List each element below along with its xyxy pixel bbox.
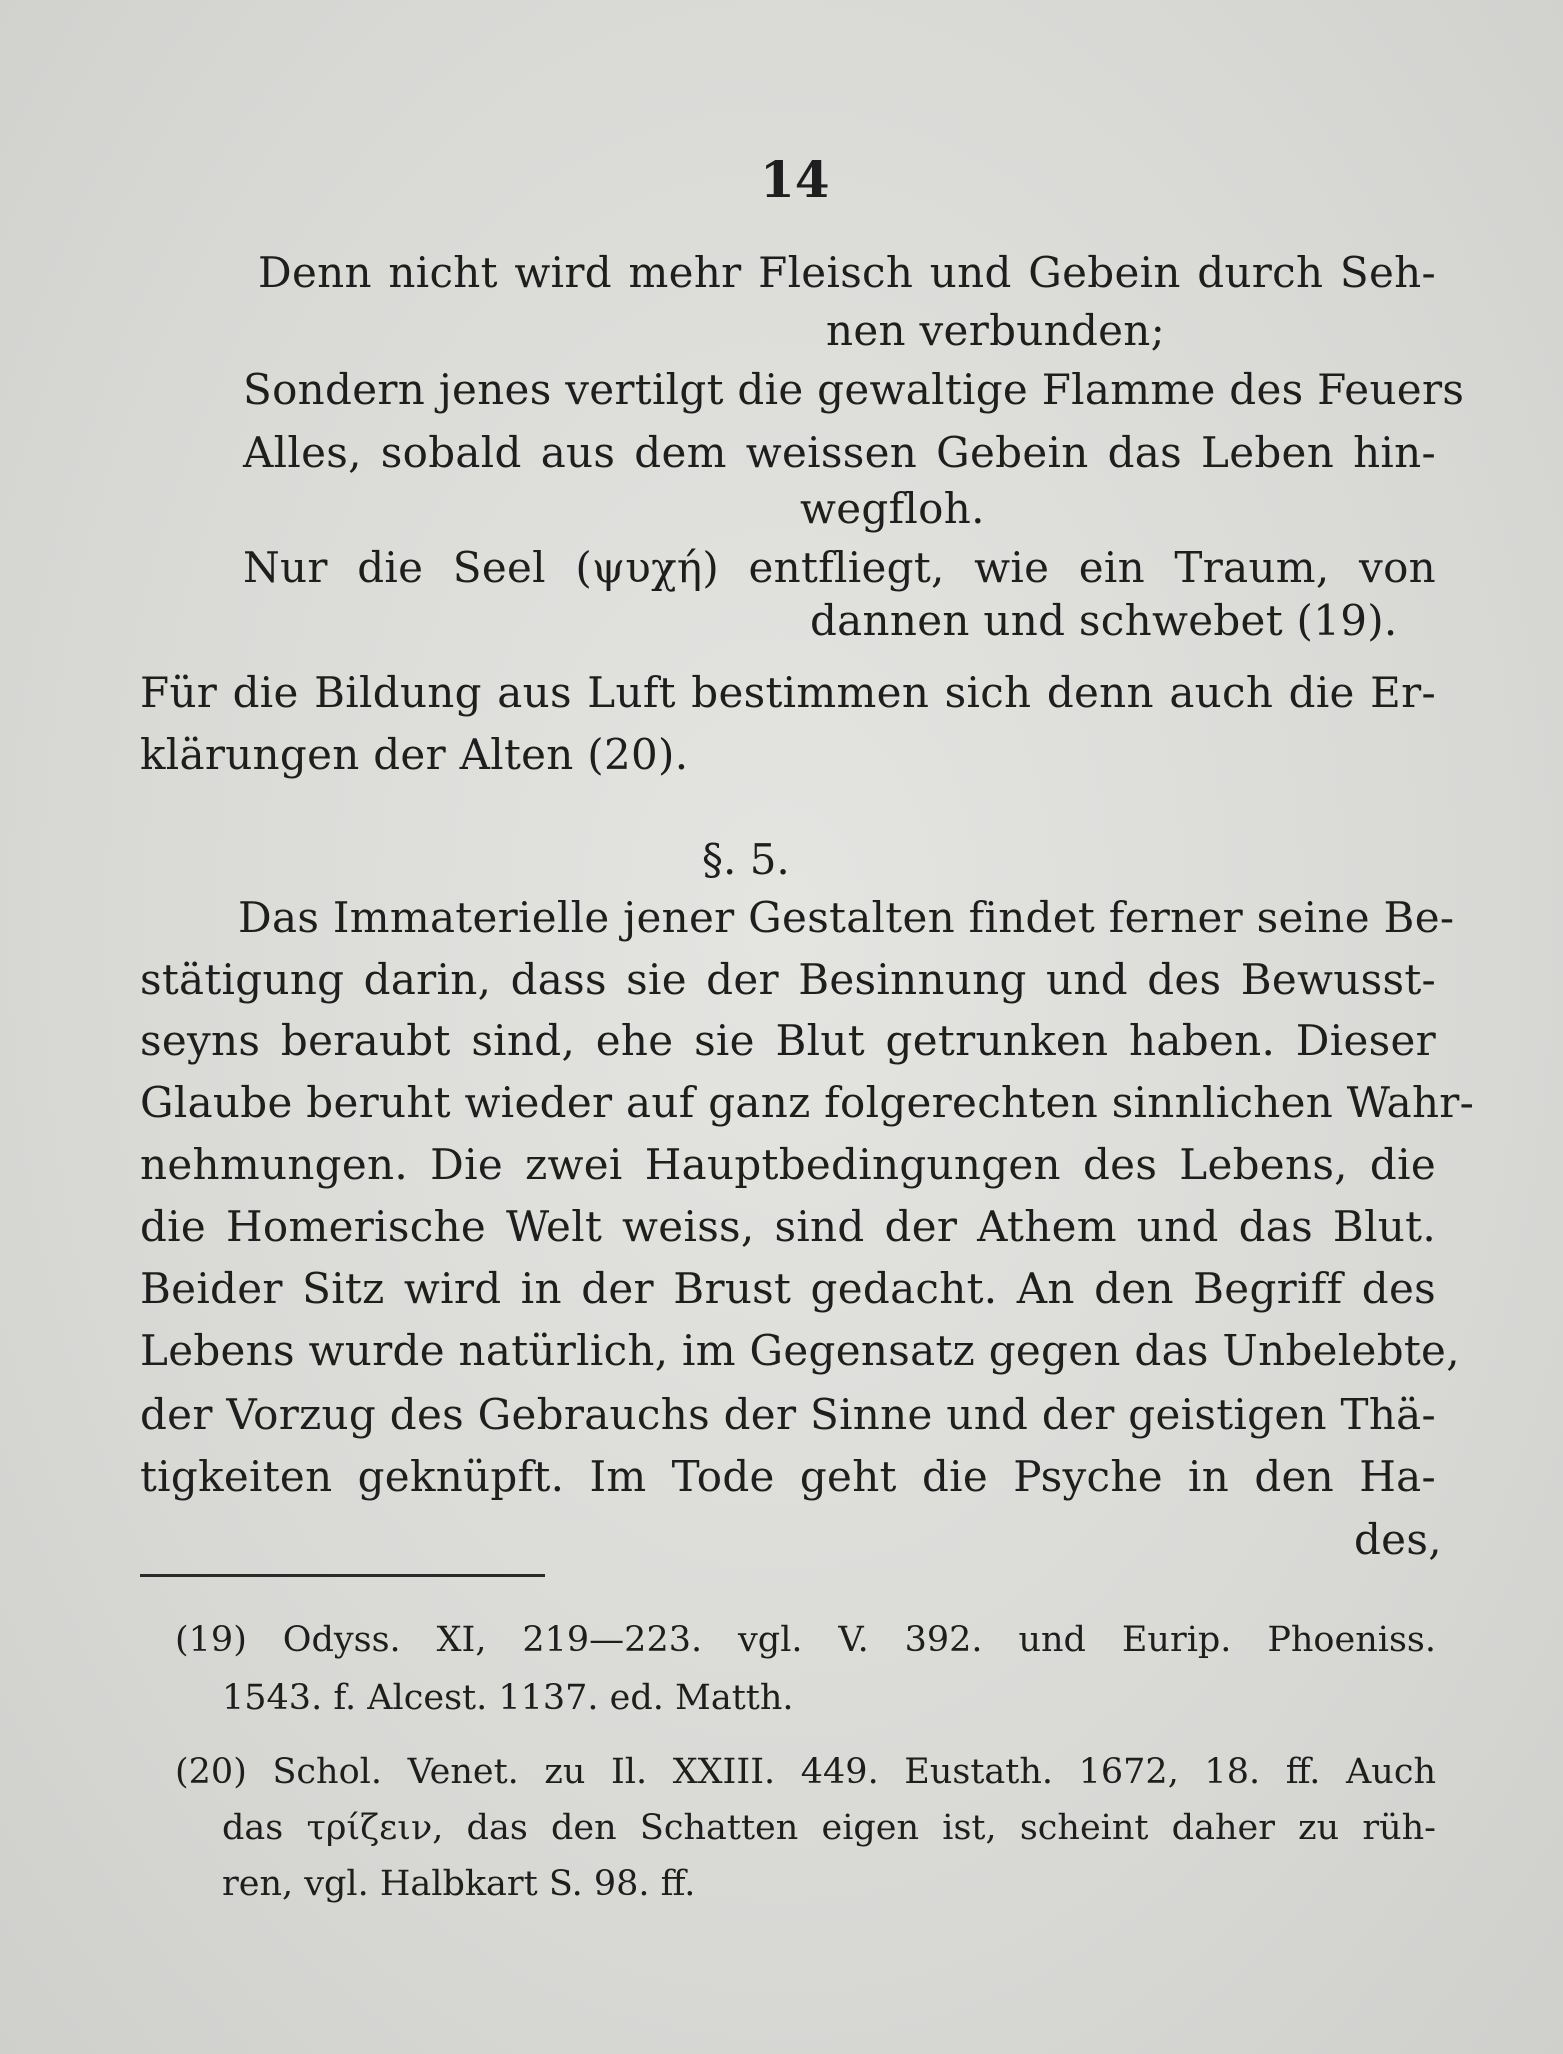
footnote-20-line: ren, vgl. Halbkart S. 98. ff. [222,1864,696,1904]
verse-line: wegfloh. [800,484,985,533]
paragraph-line: stätigung darin, dass sie der Besinnung und des Bewusst- [140,955,1436,1004]
paragraph-line: Das Immaterielle jener Gestalten findet ferner seine Be- [238,893,1455,942]
catchword: des, [1354,1515,1442,1564]
footnote-19-line: 1543. f. Alcest. 1137. ed. Matth. [222,1678,794,1718]
verse-line: Alles, sobald aus dem weissen Gebein das Leben hin- [243,428,1436,477]
verse-line: Denn nicht wird mehr Fleisch und Gebein durch Seh- [258,248,1436,297]
paragraph-line: tigkeiten geknüpft. Im Tode geht die Psyche in den Ha- [140,1452,1436,1501]
paragraph-line: klärungen der Alten (20). [140,730,689,779]
verse-line: Sondern jenes vertilgt die gewaltige Flamme des Feuers [243,365,1465,414]
verse-line: dannen und schwebet (19). [810,596,1398,645]
paragraph-line: nehmungen. Die zwei Hauptbedingungen des Lebens, die [140,1140,1436,1189]
section-heading: §. 5. [702,835,790,884]
verse-line: Nur die Seel (ψυχή) entfliegt, wie ein Traum, von [243,543,1436,592]
paragraph-line: Glaube beruht wieder auf ganz folgerechten sinnlichen Wahr- [140,1078,1475,1127]
paragraph-line: der Vorzug des Gebrauchs der Sinne und der geistigen Thä- [140,1390,1436,1439]
paragraph-line: Für die Bildung aus Luft bestimmen sich denn auch die Er- [140,668,1436,717]
paragraph-line: seyns beraubt sind, ehe sie Blut getrunken haben. Dieser [140,1016,1436,1065]
footnote-rule [140,1574,545,1577]
paragraph-line: die Homerische Welt weiss, sind der Athem und das Blut. [140,1202,1436,1251]
verse-line: nen verbunden; [826,306,1166,355]
footnote-19-line: (19) Odyss. XI, 219—223. vgl. V. 392. und Eurip. Phoeniss. [175,1620,1436,1660]
footnote-20-line: (20) Schol. Venet. zu Il. XXIII. 449. Eustath. 1672, 18. ff. Auch [175,1752,1436,1792]
paragraph-line: Lebens wurde natürlich, im Gegensatz gegen das Unbelebte, [140,1326,1460,1375]
page-number: 14 [760,150,830,209]
paragraph-line: Beider Sitz wird in der Brust gedacht. An den Begriff des [140,1264,1436,1313]
footnote-20-line: das τρίζειν, das den Schatten eigen ist, scheint daher zu rüh- [222,1808,1436,1848]
